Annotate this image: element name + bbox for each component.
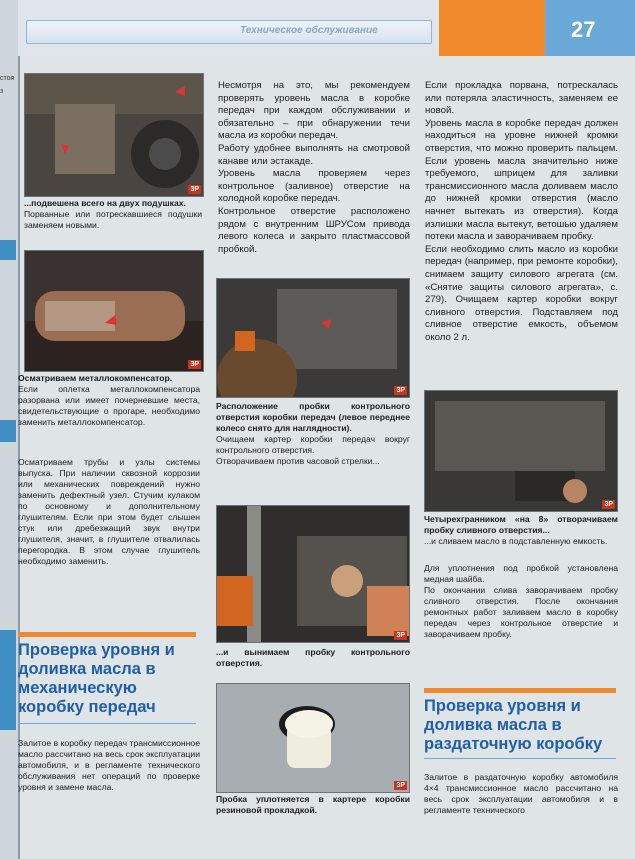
photo-badge: 3Р	[190, 361, 199, 368]
photo-control-plug-image	[217, 279, 409, 397]
caption-photo1	[24, 198, 202, 231]
photo-badge: 3Р	[396, 782, 405, 789]
header-title: Техническое обслуживание	[240, 25, 378, 36]
photo-engine-mount-image	[25, 74, 203, 196]
prev-page-fragment: стоя	[0, 75, 15, 82]
prev-page-strip	[0, 630, 16, 730]
caption-bold: ...подвешена всего на двух подушках.	[24, 198, 186, 208]
prev-page-strip	[0, 240, 16, 260]
photo-drain-plug-image	[425, 391, 617, 511]
photo-engine-mount	[24, 73, 204, 197]
page-number: 27	[571, 17, 596, 42]
paragraph: Уровень масла в коробке передач должен находиться на уровне нижней кромки отверстия, что можно проверить пальцем. Если уровень масла значительно ниже требуемого, шприцем для заливки трансмиссионного масла доливаем масло до нижней кромки отверстия (масло начнет вытекать из отверстия). Когда излишки масла вытекут, ветошью удаляем потеки масла и заворачиваем пробку.	[425, 117, 618, 243]
col2-text-block	[218, 80, 410, 256]
paragraph: Несмотря на это, мы рекомендуем проверять уровень масла в коробке передач при каждом обслуживании и обязательно – при обнаружении течи масла из коробки передач.	[218, 80, 410, 142]
paragraph: Залитое в коробку передач трансмиссионное масло рассчитано на весь срок эксплуатации автомобиля, и в регламенте технического обслуживания нет операций по проверке уровня и замене масла.	[18, 738, 200, 792]
caption-bold: Расположение пробки контрольного отверстия коробки передач (левое переднее колесо снято для наглядности).	[216, 401, 410, 433]
caption-text: Отворачиваем против часовой стрелки...	[216, 456, 380, 466]
caption-text: ...и сливаем масло в подставленную емкость.	[424, 536, 608, 546]
paragraph: Работу удобнее выполнять на смотровой канаве или эстакаде.	[218, 142, 410, 167]
caption-text: Порванные или потрескавшиеся подушки заменяем новыми.	[24, 209, 202, 230]
previous-page-edge	[0, 0, 20, 859]
section-separator	[424, 758, 616, 759]
photo-control-plug-location	[216, 278, 410, 398]
section-title: Проверка уровня и доливка масла в раздаточную коробку	[424, 697, 603, 753]
section-title: Проверка уровня и доливка масла в механическую коробку передач	[18, 641, 175, 716]
photo-badge: 3Р	[604, 501, 613, 508]
photo-badge: 3Р	[396, 632, 405, 639]
paragraph: Если прокладка порвана, потрескалась или потеряла эластичность, заменяем ее новой.	[425, 80, 618, 117]
col3-text-block	[425, 80, 618, 344]
paragraph: Если необходимо слить масло из коробки передач (например, при ремонте коробки), снимаем защиту силового агрегата (см. «Снятие защиты силового агрегата», с. 279). Очищаем картер коробки вокруг сливного отверстия. Подставляем под сливное отверстие емкость, объемом около 2 л.	[425, 243, 618, 343]
prev-page-fragment: з	[0, 88, 4, 95]
caption-bold: Осматриваем металлокомпенсатор.	[18, 373, 173, 383]
caption-bold: Пробка уплотняется в картере коробки резиновой прокладкой.	[216, 794, 410, 815]
section-accent-line	[18, 632, 196, 637]
photo-compensator-image	[25, 251, 203, 371]
paragraph: Контрольное отверстие расположено рядом с внутренним ШРУСом привода левого колеса и закрыто пластмассовой пробкой.	[218, 205, 410, 255]
section-separator	[18, 723, 196, 724]
caption-photo6	[424, 514, 618, 547]
header-orange-block	[439, 0, 545, 56]
caption-photo3	[216, 401, 410, 467]
paragraph: Залитое в раздаточную коробку автомобиля 4×4 трансмиссионное масло рассчитано на весь срок эксплуатации автомобиля и в регламенте технического	[424, 772, 618, 815]
caption-text: Если оплетка металлокомпенсатора разорвана или имеет почерневшие места, свидетельствующие о прогаре, необходимо заменить металлокомпенсатор.	[18, 384, 200, 427]
photo-remove-plug	[216, 505, 410, 643]
caption-text: Очищаем картер коробки передач вокруг контрольного отверстия.	[216, 434, 410, 455]
prev-page-strip	[0, 420, 16, 442]
col3-lower-text	[424, 563, 618, 640]
caption-photo5	[216, 794, 410, 816]
photo-badge: 3Р	[396, 387, 405, 394]
page-header	[18, 0, 635, 56]
photo-badge: 3Р	[190, 186, 199, 193]
caption-photo4	[216, 647, 410, 669]
section-accent-line	[424, 688, 616, 693]
caption-photo2	[18, 373, 200, 428]
paragraph: Уровень масла проверяем через контрольное (заливное) отверстие на холодной коробке передач.	[218, 168, 410, 205]
caption-bold: ...и вынимаем пробку контрольного отверстия.	[216, 647, 410, 668]
photo-plug-gasket-image	[217, 684, 409, 792]
photo-compensator	[24, 250, 204, 372]
paragraph: По окончании слива заворачиваем пробку сливного отверстия. После окончания ремонтных работ заливаем масло в коробку передач через контрольное отверстие и заворачиваем пробку.	[424, 585, 618, 639]
photo-plug-gasket	[216, 683, 410, 793]
paragraph: Для уплотнения под пробкой установлена медная шайба.	[424, 563, 618, 584]
paragraph: Осматриваем трубы и узлы системы выпуска. При наличии сквозной коррозии или механических повреждений нужно заменить дефектный узел. Стучим кулаком по основному и дополнительному глушителям. Если при этом будет слышен стук или дребезжащий звук внутри глушителя, значит, в глушителе отвалилась перегородка. В этом случае глушитель необходимо заменить.	[18, 457, 200, 566]
photo-drain-plug	[424, 390, 618, 512]
photo-remove-plug-image	[217, 506, 409, 642]
caption-bold: Четырехгранником «на 8» отворачиваем пробку сливного отверстия...	[424, 514, 618, 535]
